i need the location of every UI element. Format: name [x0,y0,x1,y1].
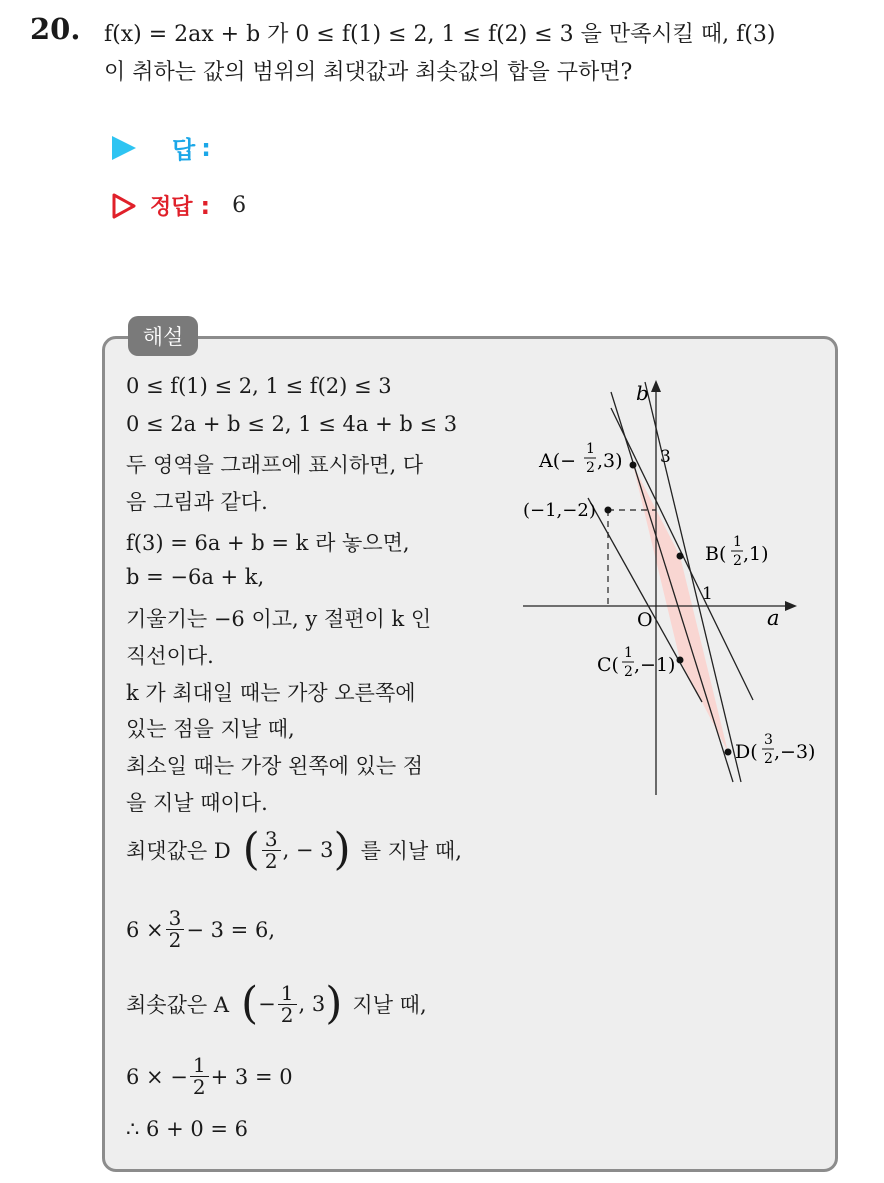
correct-answer-value: 6 [232,193,247,218]
point-c-label-end: ,−1) [634,654,676,676]
coord-y: , − 3 [282,838,334,862]
solution-line-7: 기울기는 −6 이고, y 절편이 k 인 [126,607,432,631]
calc-min-post: + 3 = 0 [210,1064,293,1089]
play-triangle-icon [112,136,136,160]
point-d-frac-num: 3 [764,732,773,748]
calc-max-post: − 3 = 6, [186,917,275,942]
coord-y: , 3 [298,992,326,1016]
origin-label: O [637,609,653,631]
frac-num: 3 [262,829,281,851]
tick-y-3: 3 [660,447,671,467]
min-text-end: 지날 때, [352,993,427,1017]
point-d-frac-den: 2 [764,751,773,767]
min-text: 최솟값은 A [126,993,229,1017]
point-c-label: C( [597,654,619,676]
minus-sign: − [258,992,276,1016]
right-paren: ) [333,824,351,875]
solution-line-2: 0 ≤ 2a + b ≤ 2, 1 ≤ 4a + b ≤ 3 [126,412,458,436]
b-axis-arrow [651,380,661,392]
point-b-frac-num: 1 [733,534,742,550]
answer-colon: : [201,133,211,162]
fraction-1-2 [278,980,297,1027]
point-d-label: D( [735,741,758,763]
max-text: 최댓값은 D [126,839,231,863]
solution-line-11: 최소일 때는 가장 왼쪽에 있는 점 [126,754,424,778]
calc-max-pre: 6 × [126,917,164,942]
solution-line-6: b = −6a + k, [126,565,265,589]
point-a-frac-num: 1 [586,441,595,457]
point-c-frac-den: 2 [624,664,633,680]
solution-line-1: 0 ≤ f(1) ≤ 2, 1 ≤ f(2) ≤ 3 [126,374,392,398]
fraction-3-2 [166,908,185,951]
fraction-3-2 [262,826,281,873]
point-c-dot [677,657,684,664]
point-b-dot [677,553,684,560]
line-4a-b-1 [611,392,733,782]
solution-line-17: ∴ 6 + 0 = 6 [126,1117,249,1141]
point-a-label: A(− [539,450,577,472]
outline-triangle-icon [112,193,136,219]
calc-min-pre: 6 × − [126,1064,188,1089]
fraction-1-2 [190,1055,209,1098]
correct-answer-colon: : [200,191,211,220]
correct-answer-label: 정답 [150,195,193,220]
point-a-dot [630,462,637,469]
solution-line-3: 두 영역을 그래프에 표시하면, 다 [126,453,424,477]
right-paren: ) [325,978,343,1029]
solution-line-10: 있는 점을 지날 때, [126,717,295,741]
point-e-dot [605,507,612,514]
line-4a-b-3 [645,382,741,782]
solution-line-4: 음 그림과 같다. [126,490,268,514]
frac-den: 2 [280,1002,294,1027]
solution-line-14 [126,908,275,951]
point-b-label-end: ,1) [743,543,769,565]
point-b-label: B( [705,543,727,565]
question-number: 20. [30,12,81,46]
correct-answer-row [112,190,246,221]
region-graph [505,370,835,810]
b-axis-label: b [636,381,649,405]
left-paren: ( [241,978,259,1029]
answer-row [112,130,211,165]
left-paren: ( [242,824,260,875]
answer-label: 답 [172,136,196,164]
solution-line-13 [126,824,462,875]
frac-den: 2 [264,848,278,873]
point-c-frac-num: 1 [624,645,633,661]
point-e-label: (−1,−2) [523,500,596,521]
a-axis-label: a [767,606,780,630]
point-b-frac-den: 2 [733,553,742,569]
solution-tag: 해설 [128,316,198,356]
tick-x-1: 1 [702,584,713,604]
point-d-dot [725,749,732,756]
a-axis-arrow [785,601,797,611]
frac-num: 3 [166,908,185,930]
solution-line-5: f(3) = 6a + b = k 라 놓으면, [126,531,410,555]
solution-line-16 [126,1055,293,1098]
solution-line-15 [126,978,427,1029]
frac-num: 1 [190,1055,209,1077]
frac-den: 2 [168,928,182,952]
max-text-end: 를 지날 때, [360,839,462,863]
solution-line-9: k 가 최대일 때는 가장 오른쪽에 [126,681,416,705]
frac-num: 1 [278,983,297,1005]
question-line-1: f(x) = 2ax + b 가 0 ≤ f(1) ≤ 2, 1 ≤ f(2) ≤ 3 을 만족시킬 때, f(3) [104,22,776,47]
solution-line-8: 직선이다. [126,644,214,668]
solution-line-12: 을 지날 때이다. [126,791,268,815]
point-d-label-end: ,−3) [774,741,816,763]
question-line-2: 이 취하는 값의 범위의 최댓값과 최솟값의 합을 구하면? [104,60,633,85]
point-a-frac-den: 2 [586,460,595,476]
frac-den: 2 [192,1075,206,1099]
point-a-label-end: ,3) [597,450,623,472]
